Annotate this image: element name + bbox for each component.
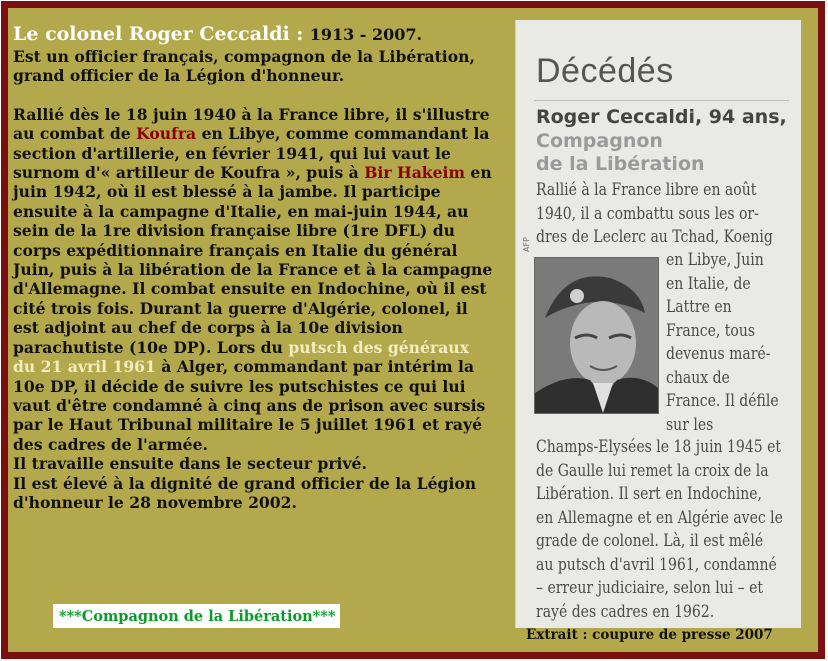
- clipping-subtitle-line-2: de la Libération: [536, 153, 705, 175]
- clipping-body-bottom: [536, 435, 783, 623]
- clipping-heading: Décédés: [536, 52, 674, 90]
- clipping-line: sur les: [666, 414, 714, 434]
- clipping-line: devenus maré-: [666, 344, 771, 363]
- clipping-body-top: [536, 178, 773, 249]
- article-paragraph-1: [13, 105, 493, 454]
- clipping-subtitle: [536, 130, 736, 176]
- clipping-line: Libération. Il sert en Indochine,: [536, 484, 763, 503]
- clipping-line: rayé des cadres en 1962.: [536, 601, 715, 621]
- clipping-line: grade de colonel. Là, il est mêlé: [536, 531, 764, 550]
- clipping-name: Roger Ceccaldi, 94 ans,: [536, 106, 787, 128]
- portrait-photo: [534, 257, 659, 414]
- compagnon-badge: ***Compagnon de la Libération***: [53, 604, 340, 628]
- link-putsch: putsch des généraux du 21 avril 1961: [13, 337, 469, 377]
- clipping-line: en Libye, Juin: [666, 250, 764, 269]
- article-text: [13, 23, 493, 512]
- clipping-line: France. Il défile: [666, 391, 779, 410]
- portrait-image: [535, 258, 658, 413]
- press-clipping: [515, 20, 801, 628]
- clipping-line: – erreur judiciaire, selon lui – et: [536, 578, 764, 597]
- clipping-line: Champs-Elysées le 18 juin 1945 et: [536, 437, 782, 456]
- clipping-line: Lattre en: [666, 297, 732, 316]
- article-title: [13, 23, 493, 46]
- clipping-line: en Italie, de: [666, 273, 751, 293]
- clipping-line: dres de Leclerc au Tchad, Koenig: [536, 227, 773, 246]
- link-koufra: Koufra: [136, 124, 197, 144]
- p1-part-a: Rallié dès le 18 juin 1940 à la France libre, il s'illustre au combat de: [13, 104, 490, 144]
- clipping-line: en Allemagne et en Algérie avec le: [536, 507, 783, 527]
- photo-credit: AFP: [522, 237, 531, 252]
- article-intro: Est un officier français, compagnon de la Libération, grand officier de la Légion d'honneur.: [13, 47, 475, 86]
- article-paragraph-3: Il est élevé à la dignité de grand officier de la Légion d'honneur le 28 novembre 2002.: [13, 473, 477, 512]
- p1-part-c: en juin 1942, où il est blessé à la jambe. Il participe ensuite à la campagne d'Italie, en mai-juin 1944, au sein de la 1re division française libre (1re DFL) du corps expéditionnaire français en Italie du général Juin, puis à la libération de la France et à la campagne d'Allemagne. Il combat ensuite en Indochine, où il est cité trois fois. Durant la guerre d'Algérie, colonel, il est adjoint au chef de corps à la 10e division parachutiste (10e DP). Lors du: [13, 163, 493, 357]
- link-bir-hakeim: Bir Hakeim: [364, 163, 465, 183]
- article-name: Le colonel Roger Ceccaldi :: [13, 23, 304, 45]
- clipping-caption: Extrait : coupure de presse 2007: [526, 627, 773, 643]
- article-paragraph-2: Il travaille ensuite dans le secteur privé.: [13, 454, 367, 474]
- clipping-line: 1940, il a combattu sous les or-: [536, 203, 759, 223]
- p1-part-b: en Libye, comme commandant la section d'artillerie, en février 1941, qui lui vaut le surnom d'« artilleur de Koufra », puis à: [13, 124, 490, 183]
- clipping-rule: [534, 100, 789, 101]
- p1-part-d: à Alger, commandant par intérim la 10e DP, il décide de suivre les putschistes ce qui lui vaut d'être condamné à cinq ans de prison avec sursis par le Haut Tribunal militaire le 5 juillet 1961 et rayé des cadres de l'armée.: [13, 357, 486, 454]
- clipping-line: au putsch d'avril 1961, condamné: [536, 554, 777, 574]
- article-years: 1913 - 2007.: [309, 25, 423, 44]
- clipping-line: Rallié à la France libre en août: [536, 180, 757, 199]
- clipping-line: de Gaulle lui remet la croix de la: [536, 460, 769, 480]
- clipping-subtitle-line-1: Compagnon: [536, 130, 663, 152]
- clipping-body-side: [666, 248, 779, 436]
- clipping-line: France, tous: [666, 320, 756, 340]
- clipping-line: chaux de: [666, 367, 730, 387]
